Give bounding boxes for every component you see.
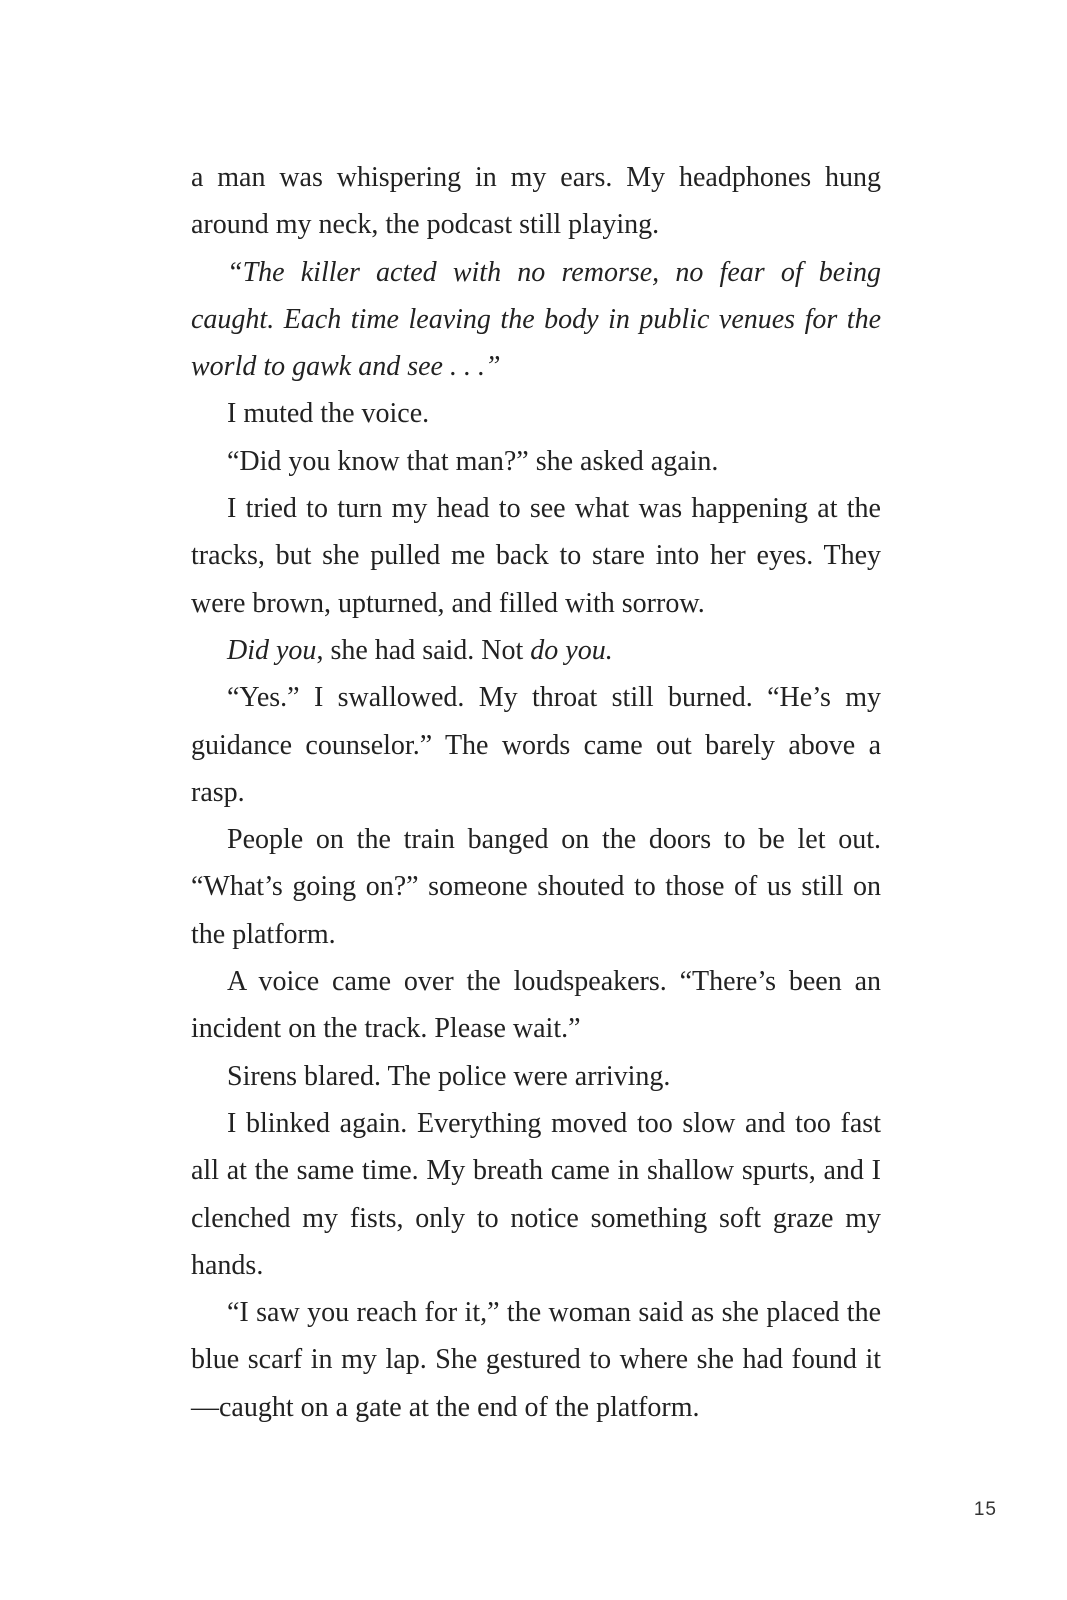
paragraph	[191, 249, 881, 391]
paragraph	[191, 390, 881, 437]
text-run: “I saw you reach for it,” the woman said as she placed the blue scarf in my lap. She gestured to where she had found it—caught on a gate at the end of the platform.	[191, 1297, 881, 1423]
paragraph	[191, 1100, 881, 1289]
italic-text: “The killer acted with no remorse, no fear of being caught. Each time leaving the body in public venues for the world to gawk and see . . .”	[191, 256, 881, 383]
text-run: “Did you know that man?” she asked again.	[227, 445, 719, 477]
paragraph	[191, 154, 881, 249]
page-number: 15	[973, 1499, 997, 1520]
text-run: , she had said. Not	[316, 634, 531, 666]
paragraph	[191, 627, 881, 674]
paragraph	[191, 958, 881, 1053]
text-run: I tried to turn my head to see what was happening at the tracks, but she pulled me back to stare into her eyes. They were brown, upturned, and filled with sorrow.	[191, 493, 881, 619]
paragraph	[191, 438, 881, 485]
body-text	[191, 154, 881, 1431]
paragraph	[191, 674, 881, 816]
italic-text: do you.	[530, 634, 613, 666]
text-run: a man was whispering in my ears. My headphones hung around my neck, the podcast still playing.	[191, 162, 881, 241]
italic-text: Did you	[227, 634, 317, 666]
paragraph	[191, 485, 881, 627]
paragraph	[191, 1289, 881, 1431]
text-run: People on the train banged on the doors to be let out. “What’s going on?” someone shouted to those of us still on the platform.	[191, 824, 881, 950]
text-run: “Yes.” I swallowed. My throat still burned. “He’s my guidance counselor.” The words came out barely above a rasp.	[191, 682, 881, 808]
text-run: A voice came over the loudspeakers. “There’s been an incident on the track. Please wait.”	[191, 966, 881, 1045]
text-run: I blinked again. Everything moved too slow and too fast all at the same time. My breath came in shallow spurts, and I clenched my fists, only to notice something soft graze my hands.	[191, 1107, 881, 1281]
paragraph	[191, 816, 881, 958]
text-run: Sirens blared. The police were arriving.	[227, 1060, 671, 1092]
paragraph	[191, 1053, 881, 1100]
text-run: I muted the voice.	[227, 398, 430, 430]
